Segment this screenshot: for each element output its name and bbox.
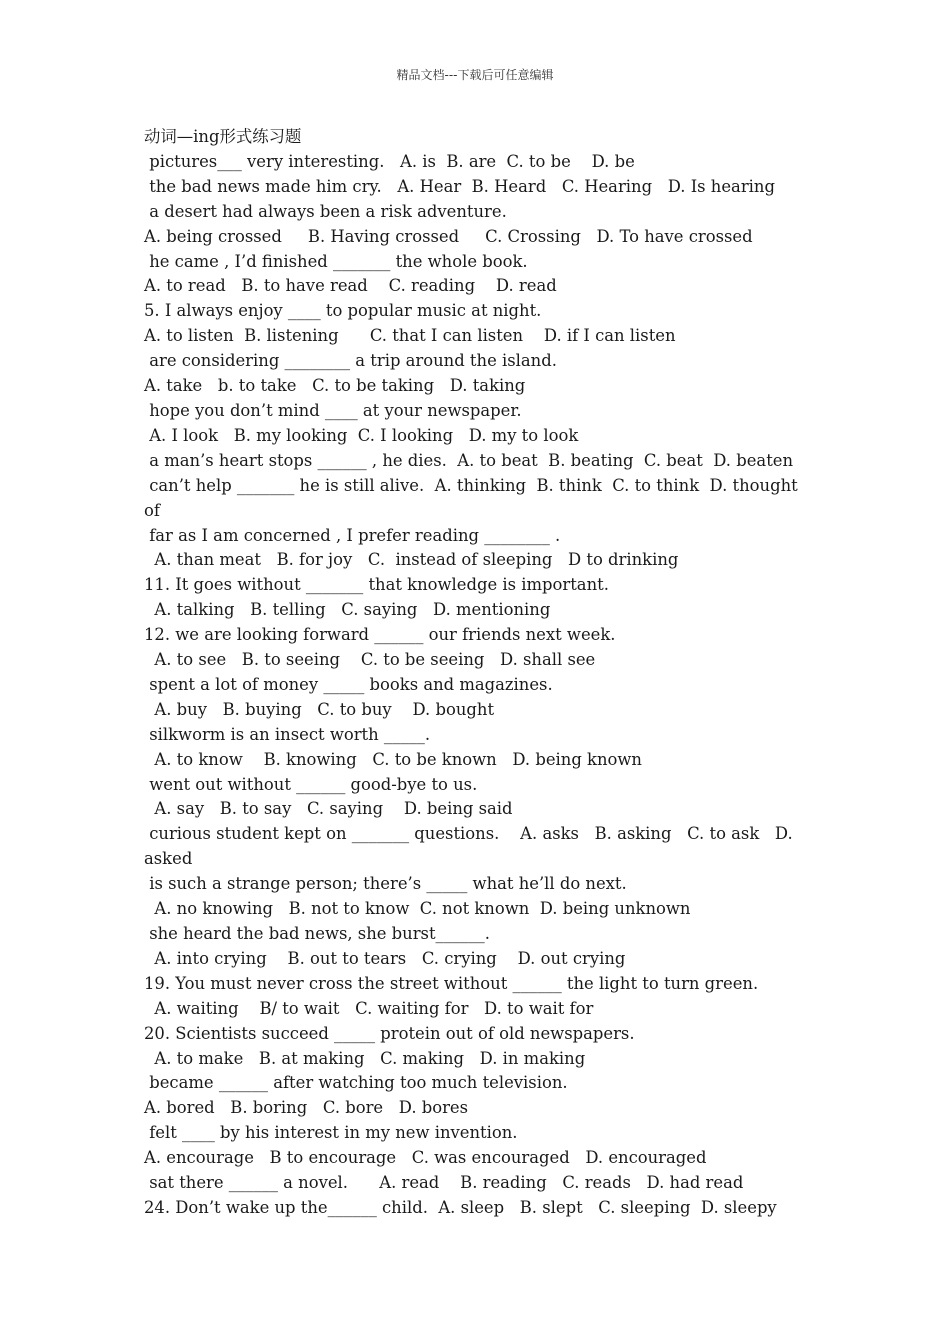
exercise-line: she heard the bad news, she burst______. [144, 924, 490, 943]
exercise-line: 11. It goes without _______ that knowledge is important. [144, 575, 609, 595]
exercise-line: 20. Scientists succeed _____ protein out of old newspapers. [144, 1023, 635, 1043]
exercise-line: went out without ______ good-bye to us. [144, 774, 478, 794]
exercise-line: A. to listen B. listening C. that I can listen D. if I can listen [144, 326, 676, 346]
exercise-line: A. to know B. knowing C. to be known D. being known [144, 749, 642, 769]
exercise-line: A. take b. to take C. to be taking D. taking [144, 376, 526, 396]
exercise-line: A. buy B. buying C. to buy D. bought [144, 699, 495, 719]
exercise-line: A. say B. to say C. saying D. being said [144, 799, 513, 819]
exercise-line: 19. You must never cross the street without ______ the light to turn green. [144, 973, 759, 993]
exercise-line: 12. we are looking forward ______ our friends next week. [144, 625, 616, 645]
exercise-line: sat there ______ a novel. A. read B. reading C. reads D. had read [144, 1173, 744, 1193]
exercise-line: felt ____ by his interest in my new invention. [144, 1123, 518, 1143]
page-header: 精品文档---下载后可任意编辑 [396, 68, 554, 82]
exercise-document [144, 125, 806, 1221]
exercise-line: A. waiting B/ to wait C. waiting for D. to wait for [144, 998, 594, 1018]
exercise-line: A. bored B. boring C. bore D. bores [144, 1098, 469, 1118]
exercise-line: A. being crossed B. Having crossed C. Crossing D. To have crossed [144, 226, 753, 246]
exercise-line: A. encourage B to encourage C. was encouraged D. encouraged [144, 1148, 707, 1168]
exercise-line: he came , I’d finished _______ the whole book. [144, 251, 528, 271]
exercise-line: A. than meat B. for joy C. instead of sleeping D to drinking [144, 550, 679, 570]
exercise-line: a desert had always been a risk adventure. [144, 201, 507, 221]
exercise-lines [144, 150, 806, 1221]
exercise-line: a man’s heart stops ______ , he dies. A. to beat B. beating C. beat D. beaten [144, 450, 794, 470]
exercise-line: A. to see B. to seeing C. to be seeing D. shall see [144, 650, 596, 670]
exercise-line: became ______ after watching too much television. [144, 1073, 568, 1093]
exercise-line: can’t help _______ he is still alive. A. thinking B. think C. to think D. thought of [144, 475, 803, 520]
exercise-line: curious student kept on _______ questions. A. asks B. asking C. to ask D. asked [144, 824, 798, 869]
exercise-line: A. to read B. to have read C. reading D. read [144, 276, 557, 296]
exercise-line: A. into crying B. out to tears C. crying D. out crying [144, 948, 626, 968]
exercise-line: 24. Don’t wake up the______ child. A. sleep B. slept C. sleeping D. sleepy [144, 1197, 777, 1217]
exercise-line: hope you don’t mind ____ at your newspaper. [144, 400, 522, 420]
exercise-line: A. I look B. my looking C. I looking D. my to look [144, 425, 579, 445]
exercise-line: 5. I always enjoy ____ to popular music at night. [144, 301, 542, 321]
exercise-line: far as I am concerned , I prefer reading ________ . [144, 525, 561, 545]
exercise-line: silkworm is an insect worth _____. [144, 724, 431, 744]
exercise-line: pictures___ very interesting. A. is B. are C. to be D. be [144, 151, 635, 171]
exercise-line: are considering ________ a trip around the island. [144, 351, 557, 371]
exercise-line: A. no knowing B. not to know C. not known D. being unknown [144, 899, 691, 919]
exercise-line: is such a strange person; there’s _____ what he’ll do next. [144, 874, 627, 894]
exercise-line: A. talking B. telling C. saying D. mentioning [144, 600, 551, 620]
exercise-line: the bad news made him cry. A. Hear B. Heard C. Hearing D. Is hearing [144, 176, 775, 196]
document-title: 动词—ing形式练习题 [144, 127, 302, 146]
exercise-line: A. to make B. at making C. making D. in making [144, 1048, 586, 1068]
exercise-line: spent a lot of money _____ books and magazines. [144, 674, 553, 694]
